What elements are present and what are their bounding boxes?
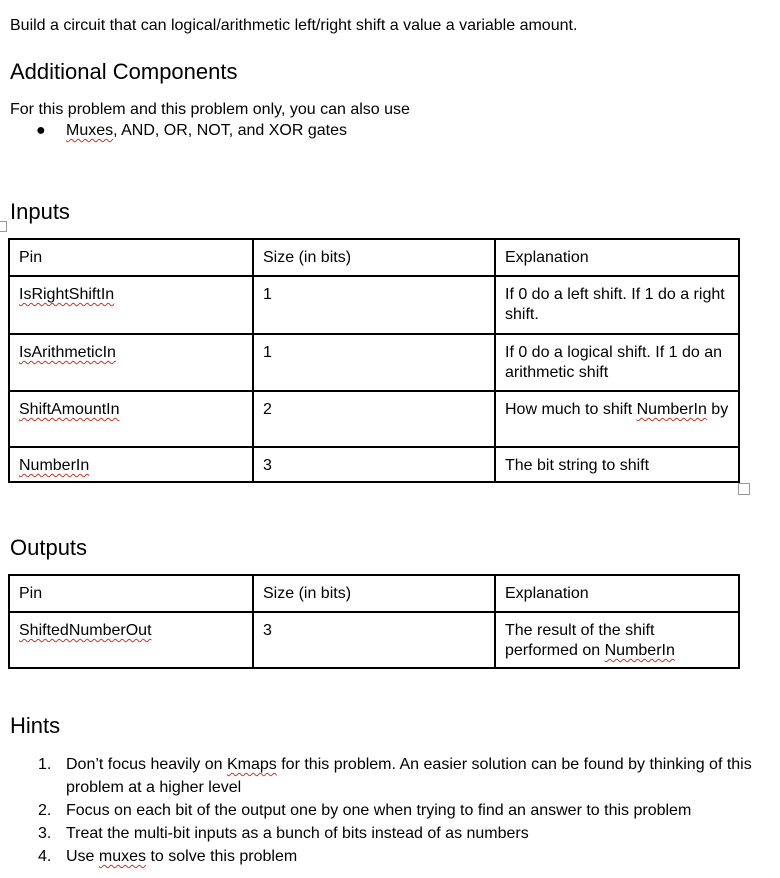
hint-text: Use [66, 848, 99, 865]
table-header-row [9, 575, 739, 612]
pin-cell [9, 447, 253, 482]
explanation-cell [495, 391, 739, 447]
size-cell: 3 [253, 447, 495, 482]
pin-name: ShiftedNumberOut [19, 622, 152, 639]
hint-text: Focus on each bit of the output one by one when trying to find an answer to this problem [66, 802, 692, 819]
pin-name: ShiftAmountIn [19, 401, 120, 418]
list-number: 1. [38, 756, 52, 773]
table-header-row [9, 239, 739, 276]
size-cell: 3 [253, 612, 495, 668]
additional-components-list [36, 121, 347, 141]
pin-name: IsArithmeticIn [19, 344, 116, 361]
explanation-cell: If 0 do a logical shift. If 1 do an arithmetic shift [495, 334, 739, 391]
explanation-text: How much to shift [505, 401, 637, 418]
column-header-pin: Pin [9, 575, 253, 612]
explanation-cell: The bit string to shift [495, 447, 739, 482]
table-row [9, 334, 739, 391]
list-item [38, 822, 758, 845]
column-header-explanation: Explanation [495, 239, 739, 276]
spellcheck-word: Kmaps [226, 756, 277, 773]
inputs-table [8, 238, 740, 483]
spellcheck-word: muxes [98, 848, 147, 865]
hint-text: Treat the multi-bit inputs as a bunch of bits instead of as numbers [66, 825, 529, 842]
list-item [38, 799, 758, 822]
list-item [38, 845, 758, 868]
list-item [36, 121, 347, 141]
hint-text: for this problem. An easier solution can be found by thinking of this problem at a higher level [66, 756, 752, 796]
column-header-size: Size (in bits) [253, 239, 495, 276]
table-row [9, 276, 739, 334]
list-number: 3. [38, 825, 52, 842]
size-cell: 2 [253, 391, 495, 447]
hints-list [38, 753, 758, 868]
hint-text: Don’t focus heavily on [66, 756, 227, 773]
pin-cell [9, 612, 253, 668]
bullet-icon: ● [36, 122, 46, 139]
explanation-text: by [706, 401, 729, 418]
pin-cell [9, 334, 253, 391]
pin-name: NumberIn [19, 457, 90, 474]
table-row [9, 391, 739, 447]
pin-name: IsRightShiftIn [19, 286, 115, 303]
list-item [38, 753, 758, 799]
column-header-explanation: Explanation [495, 575, 739, 612]
pin-cell [9, 391, 253, 447]
inputs-heading: Inputs [10, 199, 70, 224]
spellcheck-word: NumberIn [636, 401, 707, 418]
hints-heading: Hints [10, 713, 61, 738]
table-row [9, 612, 739, 668]
bullet-text: , AND, OR, NOT, and XOR gates [113, 122, 347, 139]
outputs-heading: Outputs [10, 535, 88, 560]
list-number: 4. [38, 848, 52, 865]
pin-cell [9, 276, 253, 334]
explanation-text: The result of the shift performed on [505, 622, 655, 659]
spellcheck-word: Muxes [66, 122, 114, 139]
size-cell: 1 [253, 276, 495, 334]
spellcheck-word: NumberIn [604, 642, 675, 659]
size-cell: 1 [253, 334, 495, 391]
additional-components-heading: Additional Components [10, 59, 238, 84]
explanation-cell [495, 612, 739, 668]
hint-text: to solve this problem [146, 848, 298, 865]
additional-components-text: For this problem and this problem only, you can also use [10, 101, 410, 118]
table-move-handle[interactable] [0, 221, 7, 232]
column-header-pin: Pin [9, 239, 253, 276]
table-row [9, 447, 739, 482]
intro-text: Build a circuit that can logical/arithmetic left/right shift a value a variable amount. [10, 17, 578, 34]
table-resize-handle[interactable] [738, 483, 750, 495]
outputs-table [8, 574, 740, 669]
column-header-size: Size (in bits) [253, 575, 495, 612]
explanation-cell: If 0 do a left shift. If 1 do a right shift. [495, 276, 739, 334]
list-number: 2. [38, 802, 52, 819]
